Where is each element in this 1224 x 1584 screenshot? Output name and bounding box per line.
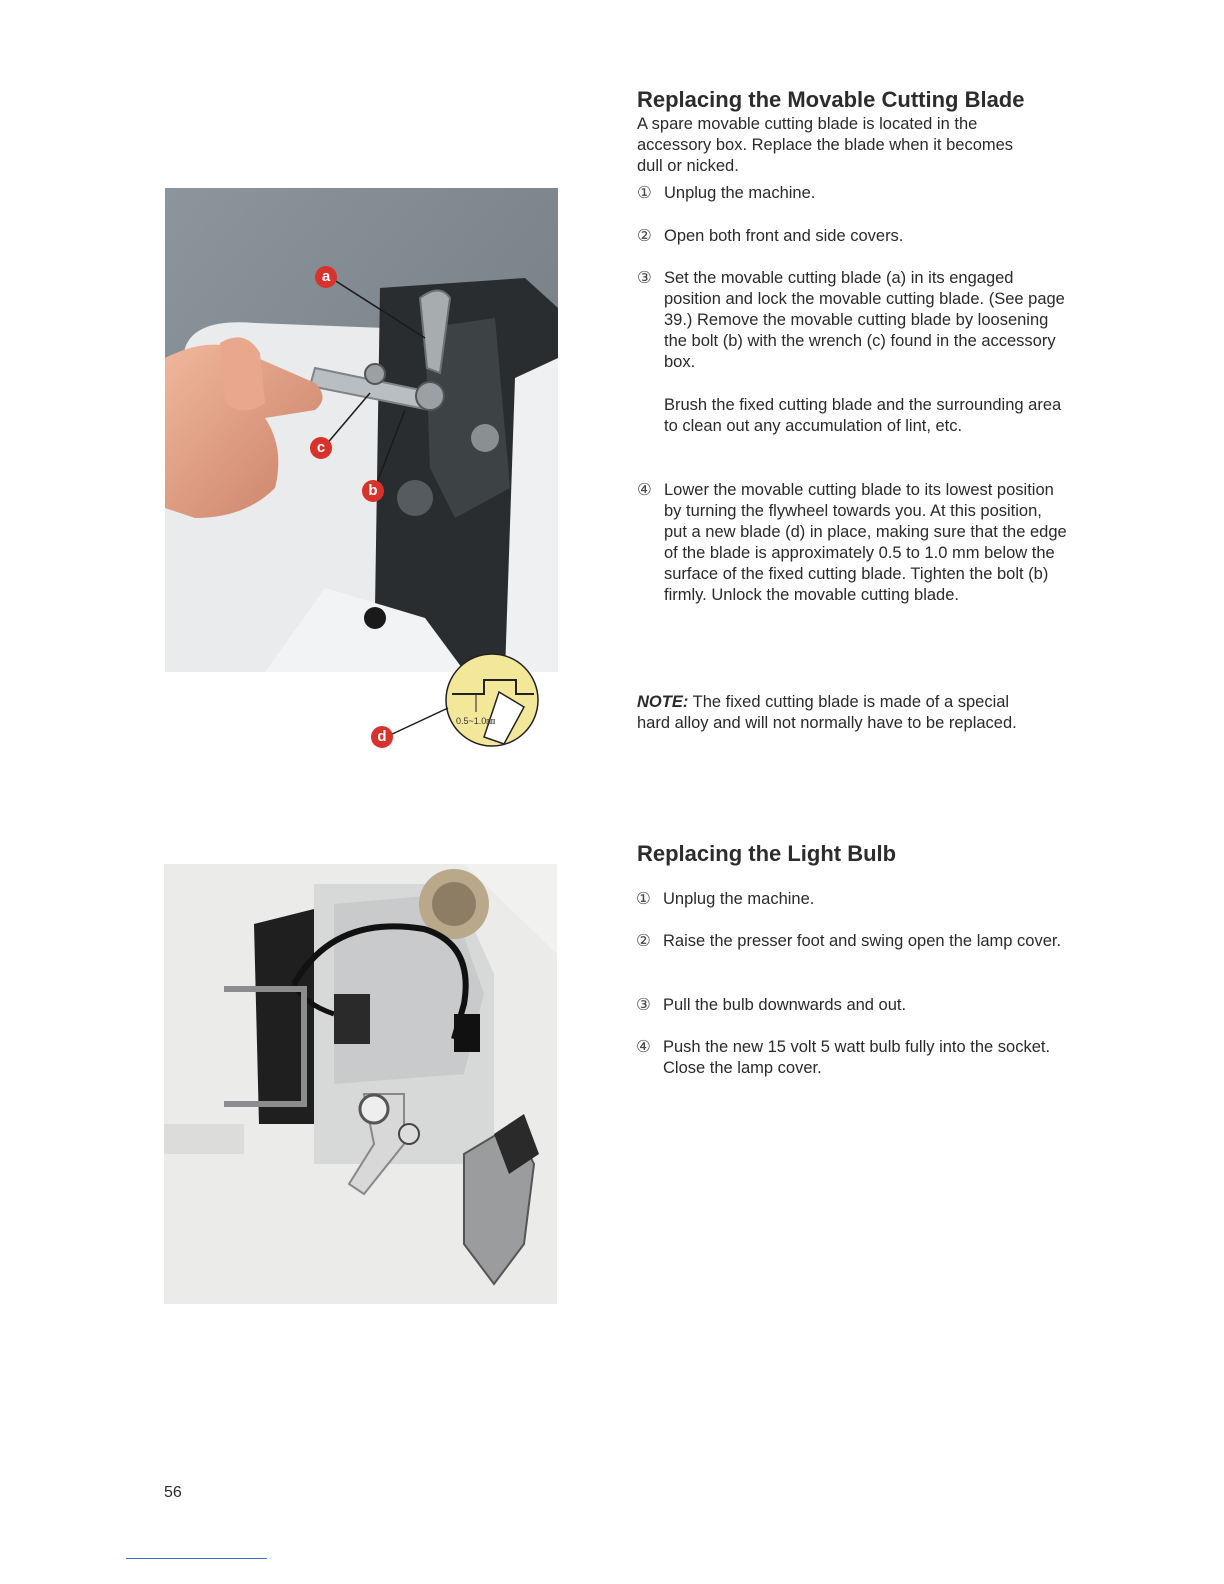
section2-step-3 — [636, 995, 1066, 1016]
cutting-blade-illustration — [165, 188, 558, 672]
step-text: Push the new 15 volt 5 watt bulb fully into the socket. Close the lamp cover. — [663, 1038, 1051, 1077]
section1-note — [637, 692, 1037, 734]
callout-c: c — [310, 437, 332, 459]
step-number: ③ — [637, 269, 652, 287]
section1-step-1 — [637, 183, 1067, 204]
section2-step-2 — [636, 931, 1066, 952]
callout-b: b — [362, 480, 384, 502]
callout-a: a — [315, 266, 337, 288]
cutting-blade-photo — [165, 188, 558, 672]
step-text: Brush the fixed cutting blade and the surrounding area to clean out any accumulation of lint, etc. — [664, 396, 1062, 435]
blade-gap-inset-drawing — [444, 652, 540, 748]
step-number — [637, 395, 664, 437]
section2-step-1 — [636, 889, 1066, 910]
inset-measure-text: 0.5~1.0㎜ — [456, 716, 496, 726]
step-text: Pull the bulb downwards and out. — [663, 996, 907, 1014]
section2-step-4 — [636, 1037, 1066, 1079]
step-number: ① — [637, 184, 652, 202]
step-text: Unplug the machine. — [663, 890, 815, 908]
note-text: The fixed cutting blade is made of a special hard alloy and will not normally have to be replaced. — [637, 693, 1017, 732]
step-text: Unplug the machine. — [664, 184, 816, 202]
section2-title: Replacing the Light Bulb — [637, 841, 897, 866]
step-text: Raise the presser foot and swing open the lamp cover. — [663, 932, 1062, 950]
light-bulb-photo — [164, 864, 557, 1304]
step-text: Set the movable cutting blade (a) in its engaged position and lock the movable cutting blade. (See page 39.) Remove the movable cutting blade by loosening the bolt (b) with the wrench (c) found in the accessory box. — [664, 269, 1065, 371]
footer-rule — [126, 1558, 267, 1559]
section1-step-3-continued — [637, 395, 1067, 437]
step-number: ② — [636, 932, 651, 950]
light-bulb-illustration — [164, 864, 557, 1304]
step-number: ④ — [637, 481, 652, 499]
blade-gap-inset — [444, 652, 540, 748]
section1-intro: A spare movable cutting blade is located in the accessory box. Replace the blade when it becomes dull or nicked. — [637, 115, 1014, 175]
step-text: Open both front and side covers. — [664, 227, 904, 245]
section1-step-4 — [637, 480, 1067, 606]
page-number: 56 — [164, 1484, 182, 1501]
note-label: NOTE: — [637, 693, 689, 711]
step-number: ② — [637, 227, 652, 245]
step-number: ① — [636, 890, 651, 908]
step-number: ③ — [636, 996, 651, 1014]
step-number: ④ — [636, 1038, 651, 1056]
section1-step-2 — [637, 226, 1067, 247]
section1-step-3 — [637, 268, 1067, 373]
callout-d: d — [371, 726, 393, 748]
section1-title: Replacing the Movable Cutting Blade — [637, 87, 1025, 112]
step-text: Lower the movable cutting blade to its lowest position by turning the flywheel towards you. At this position, put a new blade (d) in place, making sure that the edge of the blade is approximately 0.5 to 1.0 mm below the surface of the fixed cutting blade. Tighten the bolt (b) firmly. Unlock the movable cutting blade. — [664, 481, 1067, 604]
